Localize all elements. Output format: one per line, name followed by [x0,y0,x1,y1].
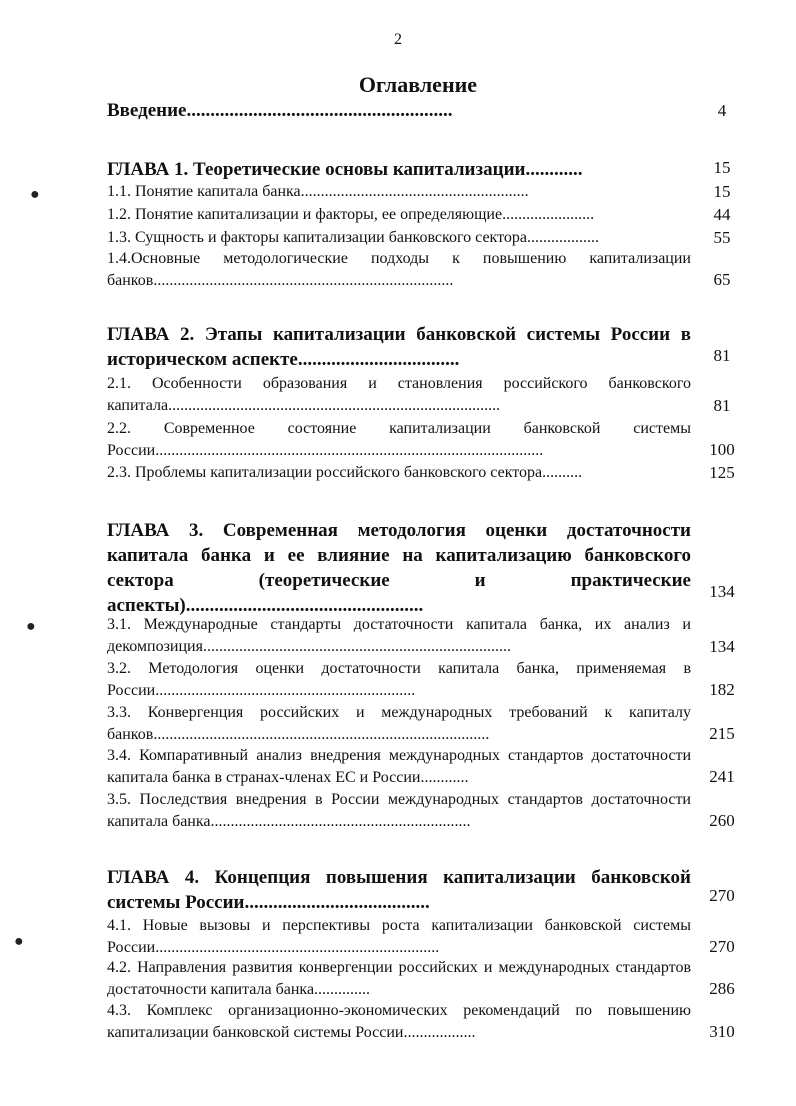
toc-title: Оглавление [358,72,478,97]
section-1-2[interactable]: 1.2. Понятие капитализации и факторы, ее определяющие....................... [107,206,595,223]
section-3-4-page: 241 [709,767,735,786]
chapter-1-page: 15 [713,158,731,177]
section-2-3[interactable]: 2.3. Проблемы капитализации российского банковского сектора.......... [107,464,583,481]
section-1-2-page: 44 [713,205,731,224]
intro-entry[interactable]: Введение........................................................ [107,100,453,121]
hole-punch-mark-icon: ● [26,618,36,635]
section-3-4[interactable]: 3.4. Компаративный анализ внедрения международных стандартов достаточности капитала банка в странах-членах ЕС и России............ [107,747,691,786]
section-1-1[interactable]: 1.1. Понятие капитала банка......................................................... [107,183,529,200]
section-1-3-page: 55 [713,228,731,247]
chapter-4-page: 270 [709,886,735,905]
chapter-1-heading[interactable]: ГЛАВА 1. Теоретические основы капитализации............ [107,159,583,180]
section-4-3-page: 310 [709,1022,735,1041]
section-3-1-page: 134 [709,637,735,656]
section-2-3-page: 125 [709,463,735,482]
section-4-2-page: 286 [709,979,735,998]
section-4-1-page: 270 [709,937,735,956]
section-1-4[interactable]: 1.4.Основные методологические подходы к повышению капитализации банков........................................................................... [107,250,691,289]
section-3-2[interactable]: 3.2. Методология оценки достаточности капитала банка, применяемая в России................................................................. [107,660,691,699]
intro-page: 4 [717,101,727,120]
section-1-1-page: 15 [713,182,731,201]
section-3-3-page: 215 [709,724,735,743]
page-number: 2 [394,31,402,48]
section-3-2-page: 182 [709,680,735,699]
chapter-3-heading[interactable]: ГЛАВА 3. Современная методология оценки достаточности капитала банка и ее влияние на капитализацию банковского сектора (теоретические и практические аспекты).................................................. [107,520,691,616]
chapter-2-heading[interactable]: ГЛАВА 2. Этапы капитализации банковской системы России в историческом аспекте.................................. [107,324,691,370]
section-2-2[interactable]: 2.2. Современное состояние капитализации банковской системы России................................................................................................. [107,420,691,459]
section-1-3[interactable]: 1.3. Сущность и факторы капитализации банковского сектора.................. [107,229,599,246]
section-2-2-page: 100 [709,440,735,459]
section-3-5-page: 260 [709,811,735,830]
section-4-2[interactable]: 4.2. Направления развития конвергенции российских и международных стандартов достаточности капитала банка.............. [107,959,691,998]
section-4-1[interactable]: 4.1. Новые вызовы и перспективы роста капитализации банковской системы России....................................................................... [107,917,691,956]
chapter-4-heading[interactable]: ГЛАВА 4. Концепция повышения капитализации банковской системы России....................................... [107,867,691,913]
section-2-1[interactable]: 2.1. Особенности образования и становления российского банковского капитала................................................................................... [107,375,691,414]
section-2-1-page: 81 [713,396,731,415]
chapter-3-page: 134 [709,582,735,601]
hole-punch-mark-icon: ● [14,933,24,950]
section-4-3[interactable]: 4.3. Комплекс организационно-экономических рекомендаций по повышению капитализации банковской системы России.................. [107,1002,691,1041]
hole-punch-mark-icon: ● [30,186,40,203]
section-3-3[interactable]: 3.3. Конвергенция российских и международных требований к капиталу банков.................................................................................... [107,704,691,743]
section-3-1[interactable]: 3.1. Международные стандарты достаточности капитала банка, их анализ и декомпозиция............................................................................. [107,616,691,655]
section-3-5[interactable]: 3.5. Последствия внедрения в России международных стандартов достаточности капитала банка................................................................. [107,791,691,830]
section-1-4-page: 65 [713,270,731,289]
chapter-2-page: 81 [713,346,731,365]
